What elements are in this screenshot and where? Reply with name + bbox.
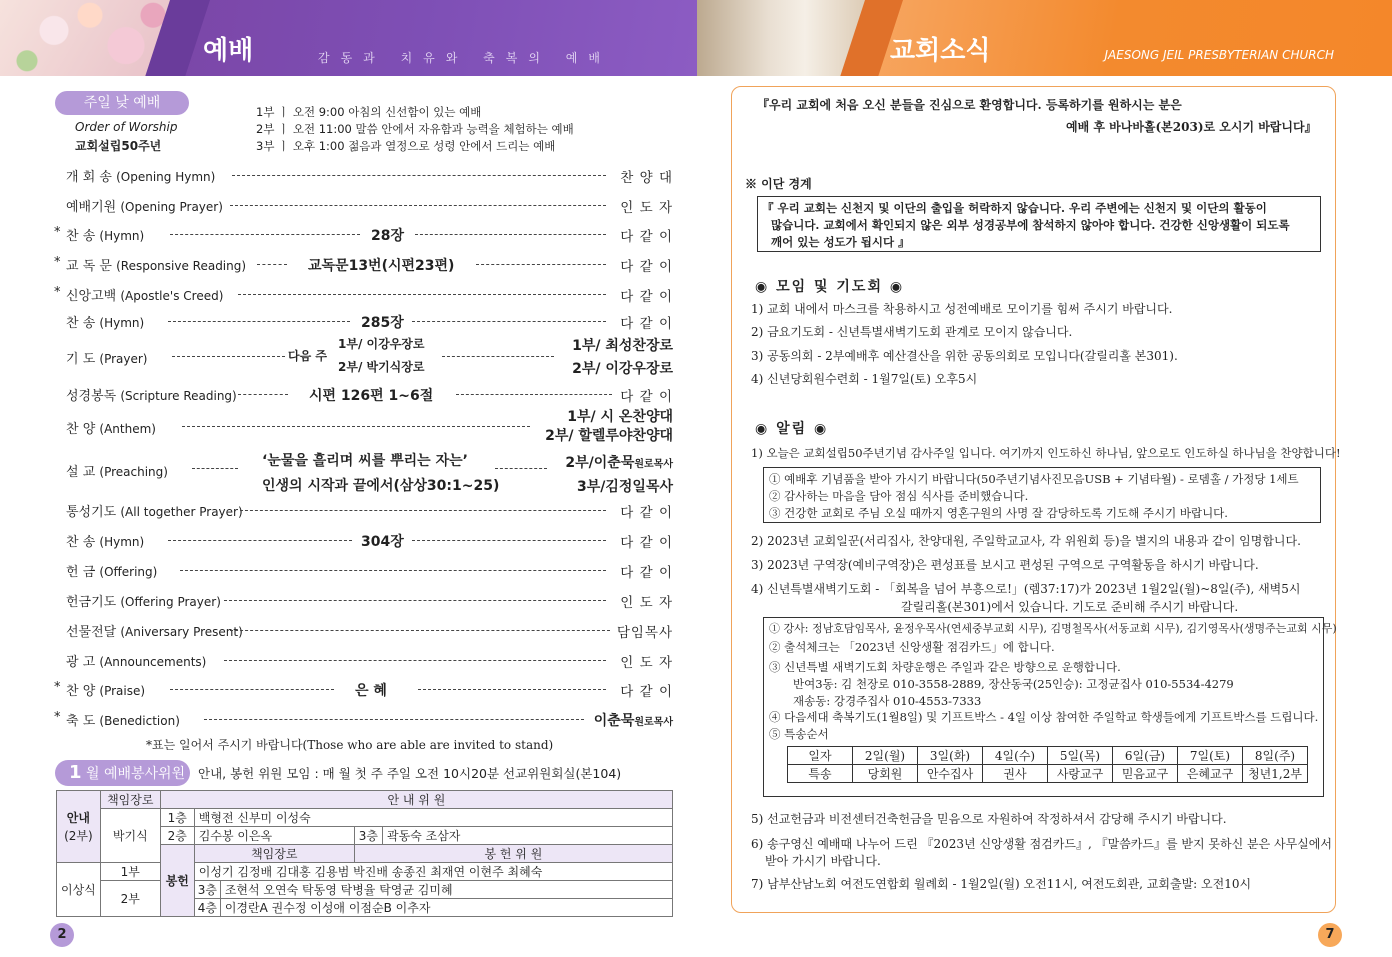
right-header — [697, 0, 1392, 76]
news-title: 교회소식 — [890, 36, 991, 66]
heresy-title: ※ 이단 경계 — [745, 177, 812, 191]
worship-row: 기 도 (Prayer) 다음 주 1부/ 이강우장로 2부/ 박기식장로 1부/ 최성찬장로 2부/ 이강우장로 — [66, 337, 673, 377]
notices-heading: ◉ 알림 ◉ — [755, 421, 829, 437]
committee-table: 안내 (2부) 책임장로 안 내 위 원 박기식 1층 백형전 신부미 이성숙 2층 김수봉 이은옥 3층 곽동숙 조삼자 봉헌 책임장로 봉 헌 위 원 이상식 1부 이성기 김정배 김대홍 김용범 박진배 송종진 최재연 이현주 최혜숙 2부 3층 조현석 오연숙 탁동영 탁병율 탁영균 김미혜 4층 이경란A 권수정 이성애 이점순B 이추자 — [56, 790, 673, 917]
anniversary-label: 교회설립50주년 — [75, 139, 162, 153]
worship-tag: 주일 낮 예배 — [55, 91, 189, 115]
welcome-line: 예배 후 바나바홀(본203)로 오시기 바랍니다』 — [1066, 120, 1317, 134]
schedule-line: 2부 ㅣ 오전 11:00 말씀 안에서 자유함과 능력을 체험하는 예배 — [256, 122, 574, 136]
worship-page: 주일 낮 예배 Order of Worship 교회설립50주년 1부 ㅣ 오전 9:00 아침의 신선함이 있는 예배 2부 ㅣ 오전 11:00 말씀 안에서 자유함과 능력을 체험하는 예배 3부 ㅣ 오후 1:00 젊음과 열정으로 성령 안에서 드리는 예배 개 회 송 (Opening Hymn) 찬 양 대 예배기원 (Opening Prayer) 인 도 자 * 찬 송 (Hymn) 28장 다 같 이 * 교 독 문 (Responsive Reading) 교독문13번(시편23편) 다 같 이 * 신앙고백 (Apostle's Creed) 다 같 이 찬 송 (Hymn) 285장 다 같 이 기 도 (Prayer) 다음 주 1부/ 이강우장로 2부/ 박기식장로 1부/ 최성찬장로 2부/ 이강우장로 성경봉독 (Scripture Reading) 시편 126편 1~6절 다 같 이 찬 양 (Anthem) 1부/ 시 온찬양대 2부/ 할렐루야찬양대 설 교 (Preaching) ‘눈물을 흘리며 씨를 뿌리는 자는’ 인생의 시작과 끝에서(삼상30:1~25) 2부/이춘묵원로목사 3부/김정일목사 통성기도 (All together Prayer) 다 같 이 찬 송 (Hymn) 304장 다 같 이 헌 금 (Offering) 다 같 이 헌금기도 (Offering Prayer) 인 도 자 선물전달 (Aniversary Present) 담임목사 광 고 (Announcements) 인 도 자 * 찬 양 (Praise) 은 혜 다 같 이 * 축 도 (Benediction) 이춘묵원로목사 *표는 일어서 주시기 바랍니다(Those who are able are invited to stand) 1 월 예배봉사위원 안내, 봉헌 위원 모임 : 매 월 첫 주 주일 오전 10시20분 선교위원회실(본104) 안내 (2부) 책임장로 안 내 위 원 박기식 1층 백형전 신부미 이성숙 2층 김수봉 이은옥 3층 곽동숙 조삼자 봉헌 책임장로 봉 헌 위 원 이상식 1부 이성기 김정배 김대홍 김용범 박진배 송종진 최재연 이현주 최혜숙 2부 3층 조현석 오연숙 탁동영 탁병율 탁영균 김미혜 4층 이경란A 권수정 이성애 이점순B 이추자 — [0, 76, 697, 957]
service-schedule — [256, 104, 574, 155]
worship-row: 설 교 (Preaching) ‘눈물을 흘리며 씨를 뿌리는 자는’ 인생의 시작과 끝에서(삼상30:1~25) 2부/이춘묵원로목사 3부/김정일목사 — [66, 453, 673, 495]
schedule-line: 1부 ㅣ 오전 9:00 아침의 신선함이 있는 예배 — [256, 105, 482, 119]
left-header — [0, 0, 697, 76]
committee-pill: 1 월 예배봉사위원 — [55, 760, 190, 786]
committee-meeting: 안내, 봉헌 위원 모임 : 매 월 첫 주 주일 오전 10시20분 선교위원회실(본104) — [198, 766, 622, 781]
schedule-line: 3부 ㅣ 오후 1:00 젊음과 열정으로 성령 안에서 드리는 예배 — [256, 139, 556, 153]
worship-subtitle: 감동과 치유와 축복의 예배 — [318, 51, 611, 65]
meetings-heading: ◉ 모임 및 기도회 ◉ — [755, 279, 905, 295]
worship-title: 예배 — [203, 36, 254, 66]
order-of-worship: Order of Worship — [75, 120, 178, 134]
standing-note: *표는 일어서 주시기 바랍니다(Those who are able are invited to stand) — [146, 738, 554, 752]
page-number-right: 7 — [1318, 923, 1342, 947]
welcome-line: 『우리 교회에 처음 오신 분들을 진심으로 환영합니다. 등록하기를 원하시는 분은 — [757, 98, 1182, 112]
worship-row: 찬 양 (Anthem) 1부/ 시 온찬양대 2부/ 할렐루야찬양대 — [66, 409, 673, 444]
church-name: JAESONG JEIL PRESBYTERIAN CHURCH — [1104, 48, 1334, 62]
special-song-table: 일자 2일(월) 3일(화) 4일(수) 5일(목) 6일(금) 7일(토) 8일(주) 특송 당회원 안수집사 권사 사랑교구 믿음교구 은혜교구 청년1,2부 — [787, 746, 1308, 783]
page-number-left: 2 — [50, 923, 74, 947]
